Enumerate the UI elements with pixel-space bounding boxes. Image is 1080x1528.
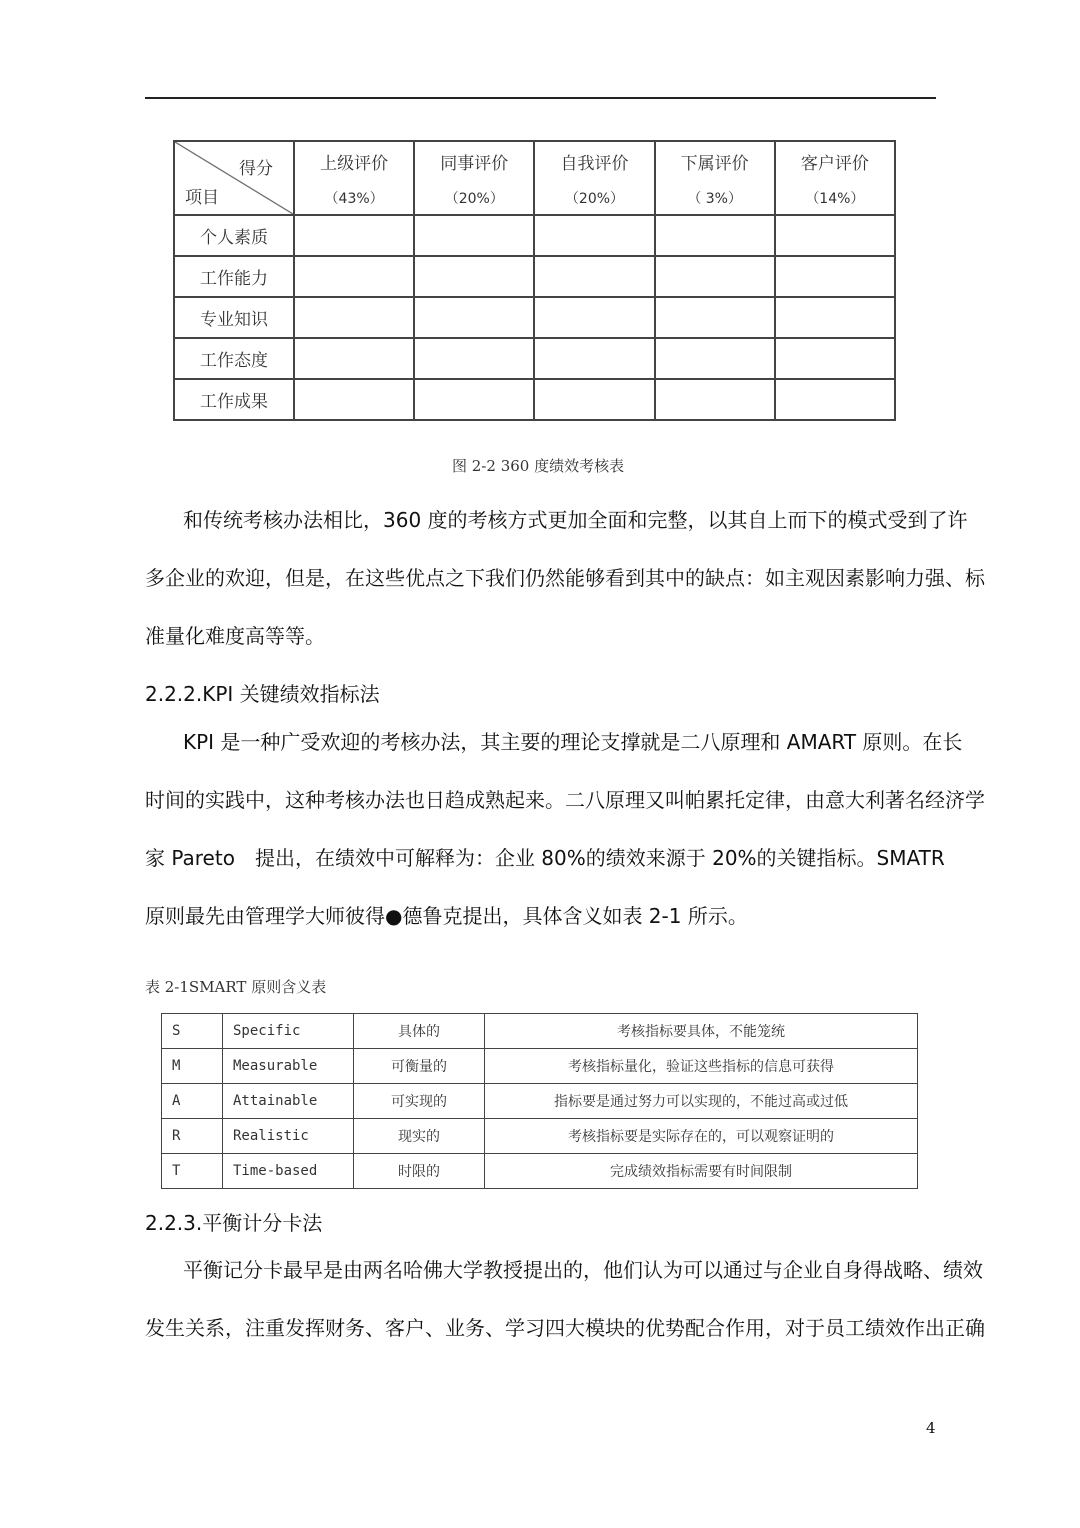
table-row (174, 297, 895, 338)
text-line: 和传统考核办法相比，360 度的考核方式更加全面和完整，以其自上而下的模式受到了许 (183, 508, 968, 532)
paragraph-bsc (145, 1250, 985, 1366)
meaning-cell: 具体的 (354, 1014, 485, 1049)
column-weight: （20%） (444, 190, 504, 207)
figure-caption: 图 2-2 360 度绩效考核表 (452, 457, 625, 475)
corner-top-label: 得分 (239, 159, 273, 179)
text-line: 多企业的欢迎，但是，在这些优点之下我们仍然能够看到其中的缺点：如主观因素影响力强、标 (145, 566, 985, 590)
table-row (174, 215, 895, 256)
column-header (655, 141, 775, 215)
paragraph-360 (145, 500, 985, 674)
table-row (162, 1154, 918, 1189)
meaning-cell: 时限的 (354, 1154, 485, 1189)
meaning-cell: 可实现的 (354, 1084, 485, 1119)
column-label: 自我评价 (560, 153, 629, 174)
paragraph-kpi (145, 722, 985, 954)
column-label: 上级评价 (320, 153, 389, 174)
row-label: 工作成果 (174, 379, 294, 420)
column-label: 同事评价 (440, 153, 509, 174)
text-line: 平衡记分卡最早是由两名哈佛大学教授提出的，他们认为可以通过与企业自身得战略、绩效 (183, 1258, 983, 1282)
term-cell: Measurable (223, 1049, 354, 1084)
term-cell: Specific (223, 1014, 354, 1049)
table-row (174, 338, 895, 379)
description-cell: 考核指标要具体，不能笼统 (485, 1014, 918, 1049)
table-row (162, 1014, 918, 1049)
table-row (162, 1119, 918, 1154)
description-cell: 完成绩效指标需要有时间限制 (485, 1154, 918, 1189)
letter-cell: M (162, 1049, 223, 1084)
column-weight: （43%） (324, 190, 384, 207)
text-line: 家 Pareto 提出，在绩效中可解释为：企业 80%的绩效来源于 20%的关键指标。SMATR (145, 846, 945, 870)
page-number: 4 (926, 1419, 936, 1437)
corner-bottom-label: 项目 (185, 188, 219, 208)
column-weight: （20%） (564, 190, 625, 207)
row-label: 专业知识 (174, 297, 294, 338)
smart-table (161, 1013, 918, 1189)
description-cell: 指标要是通过努力可以实现的，不能过高或过低 (485, 1084, 918, 1119)
column-weight: （ 3%） (687, 190, 742, 207)
letter-cell: R (162, 1119, 223, 1154)
table-row (162, 1049, 918, 1084)
section-heading-bsc: 2.2.3.平衡计分卡法 (145, 1211, 323, 1235)
column-header (294, 141, 414, 215)
column-header (414, 141, 534, 215)
text-line: KPI 是一种广受欢迎的考核办法，其主要的理论支撑就是二八原理和 AMART 原则。在长 (183, 730, 963, 754)
column-label: 下属评价 (680, 153, 749, 174)
letter-cell: T (162, 1154, 223, 1189)
text-line: 时间的实践中，这种考核办法也日趋成熟起来。二八原理又叫帕累托定律，由意大利著名经济学 (145, 788, 985, 812)
letter-cell: S (162, 1014, 223, 1049)
term-cell: Attainable (223, 1084, 354, 1119)
header-rule (145, 97, 936, 99)
column-header (775, 141, 895, 215)
table-row (174, 379, 895, 420)
table-caption: 表 2-1SMART 原则含义表 (145, 978, 327, 996)
column-weight: （14%） (805, 190, 865, 207)
row-label: 个人素质 (174, 215, 294, 256)
table-360-evaluation (173, 140, 896, 421)
row-label: 工作能力 (174, 256, 294, 297)
meaning-cell: 可衡量的 (354, 1049, 485, 1084)
row-label: 工作态度 (174, 338, 294, 379)
section-heading-kpi: 2.2.2.KPI 关键绩效指标法 (145, 682, 380, 706)
description-cell: 考核指标要是实际存在的，可以观察证明的 (485, 1119, 918, 1154)
letter-cell: A (162, 1084, 223, 1119)
term-cell: Time-based (223, 1154, 354, 1189)
table-row (162, 1084, 918, 1119)
column-label: 客户评价 (800, 153, 869, 174)
table-row (174, 256, 895, 297)
text-line: 准量化难度高等等。 (145, 624, 325, 648)
description-cell: 考核指标量化，验证这些指标的信息可获得 (485, 1049, 918, 1084)
text-line: 发生关系，注重发挥财务、客户、业务、学习四大模块的优势配合作用，对于员工绩效作出正确 (145, 1316, 985, 1340)
column-header (534, 141, 654, 215)
meaning-cell: 现实的 (354, 1119, 485, 1154)
corner-cell (174, 141, 294, 215)
text-line: 原则最先由管理学大师彼得●德鲁克提出，具体含义如表 2-1 所示。 (145, 904, 748, 928)
term-cell: Realistic (223, 1119, 354, 1154)
